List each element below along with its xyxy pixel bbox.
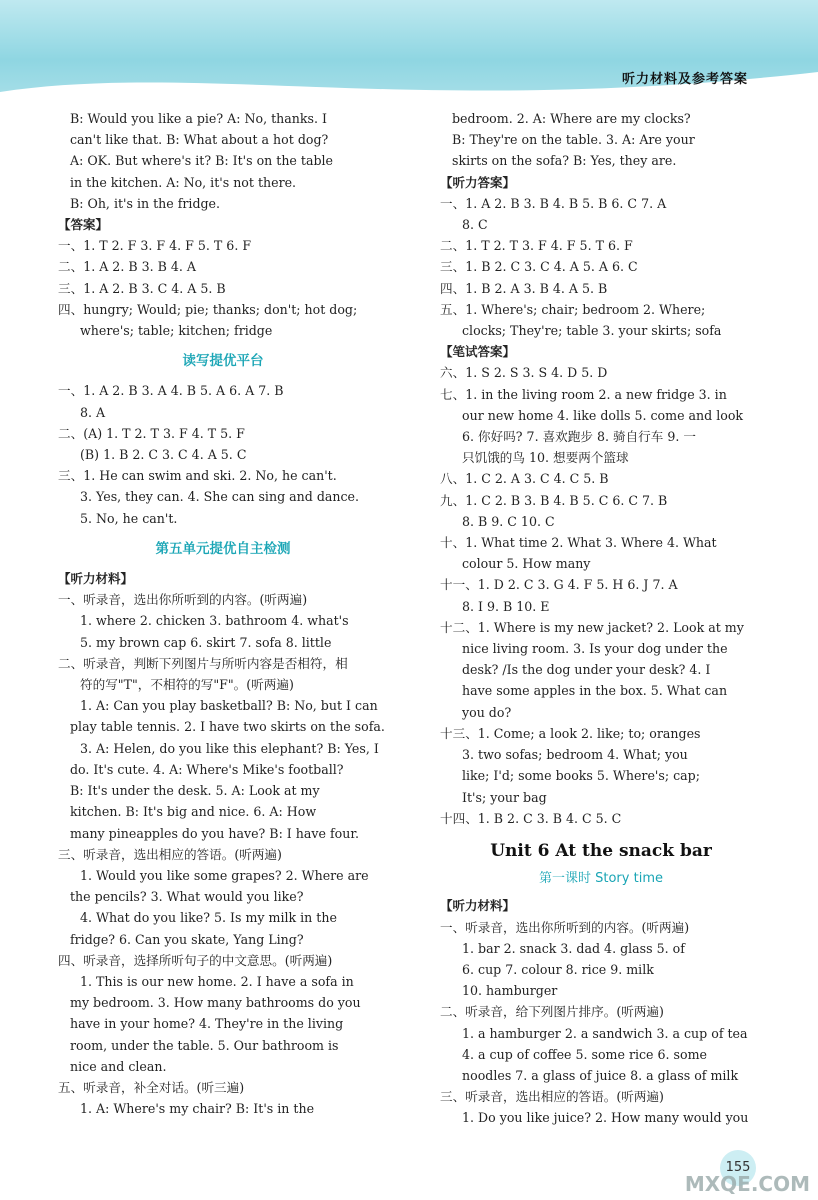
left-text-line: 符的写"T"，不相符的写"F"。(听两遍): [80, 677, 294, 693]
left-text-line: 1. where 2. chicken 3. bathroom 4. what's: [80, 613, 349, 629]
right-text-line: 6. cup 7. colour 8. rice 9. milk: [462, 961, 654, 977]
left-text-line: where's; table; kitchen; fridge: [80, 323, 273, 339]
right-text-line: 8. I 9. B 10. E: [462, 598, 550, 614]
right-text-line: 三、1. B 2. C 3. C 4. A 5. A 6. C: [440, 259, 638, 275]
right-text-line: 三、听录音，选出相应的答语。(听两遍): [440, 1089, 664, 1105]
right-text-line: 10. hamburger: [462, 983, 558, 999]
left-text-line: 四、听录音，选择所听句子的中文意思。(听两遍): [58, 952, 333, 968]
right-text-line: 【笔试答案】: [440, 344, 516, 360]
left-text-line: B: Oh, it's in the fridge.: [70, 195, 221, 211]
left-text-line: 5. my brown cap 6. skirt 7. sofa 8. little: [80, 634, 332, 650]
left-text-line: 二、听录音，判断下列图片与所听内容是否相符，相: [58, 655, 348, 671]
left-text-line: 三、听录音，选出相应的答语。(听两遍): [58, 846, 282, 862]
left-text-line: 3. A: Helen, do you like this elephant? B: Yes, I: [80, 740, 379, 756]
right-text-line: 九、1. C 2. B 3. B 4. B 5. C 6. C 7. B: [440, 492, 668, 508]
right-text-line: have some apples in the box. 5. What can: [462, 683, 728, 699]
page-number: 155: [720, 1150, 756, 1186]
left-text-line: 8. A: [80, 404, 106, 420]
left-text-line: 读写提优平台: [182, 353, 264, 370]
right-text-line: 一、1. A 2. B 3. B 4. B 5. B 6. C 7. A: [440, 195, 667, 211]
right-text-line: 第一课时 Story time: [539, 871, 663, 887]
right-text-line: 8. C: [462, 217, 488, 233]
right-text-line: 3. two sofas; bedroom 4. What; you: [462, 747, 688, 763]
right-text-line: 二、听录音，给下列图片排序。(听两遍): [440, 1004, 664, 1020]
right-text-line: B: They're on the table. 3. A: Are your: [452, 132, 695, 148]
left-column: [58, 108, 388, 1119]
left-text-line: 5. No, he can't.: [80, 510, 178, 526]
left-text-line: 五、听录音，补全对话。(听三遍): [58, 1079, 245, 1095]
left-text-line: can't like that. B: What about a hot dog?: [70, 132, 329, 148]
right-text-line: 十四、1. B 2. C 3. B 4. C 5. C: [440, 810, 622, 826]
right-text-line: clocks; They're; table 3. your skirts; sofa: [462, 323, 722, 339]
left-text-line: 【听力材料】: [58, 571, 134, 587]
right-text-line: skirts on the sofa? B: Yes, they are.: [452, 153, 677, 169]
right-text-line: colour 5. How many: [462, 556, 591, 572]
left-text-line: do. It's cute. 4. A: Where's Mike's football?: [70, 761, 344, 777]
right-text-line: 七、1. in the living room 2. a new fridge 3. in: [440, 386, 727, 402]
right-text-line: 8. B 9. C 10. C: [462, 513, 555, 529]
right-text-line: 【听力答案】: [440, 174, 516, 190]
left-text-line: 一、1. A 2. B 3. A 4. B 5. A 6. A 7. B: [58, 383, 284, 399]
left-text-line: 第五单元提优自主检测: [155, 540, 291, 557]
left-text-line: the pencils? 3. What would you like?: [70, 889, 304, 905]
right-text-line: 一、听录音，选出你所听到的内容。(听两遍): [440, 919, 690, 935]
left-text-line: (B) 1. B 2. C 3. C 4. A 5. C: [80, 447, 247, 463]
left-text-line: 四、hungry; Would; pie; thanks; don't; hot dog;: [58, 301, 358, 317]
right-text-line: 1. bar 2. snack 3. dad 4. glass 5. of: [462, 940, 685, 956]
left-text-line: kitchen. B: It's big and nice. 6. A: How: [70, 804, 317, 820]
right-text-line: our new home 4. like dolls 5. come and look: [462, 407, 744, 423]
left-text-line: 一、1. T 2. F 3. F 4. F 5. T 6. F: [58, 238, 252, 254]
left-text-line: 二、1. A 2. B 3. B 4. A: [58, 259, 196, 275]
right-text-line: like; I'd; some books 5. Where's; cap;: [462, 768, 700, 784]
right-text-line: 1. Do you like juice? 2. How many would you: [462, 1110, 749, 1126]
right-text-line: 十、1. What time 2. What 3. Where 4. What: [440, 535, 717, 551]
right-text-line: 八、1. C 2. A 3. C 4. C 5. B: [440, 471, 609, 487]
left-text-line: in the kitchen. A: No, it's not there.: [70, 174, 297, 190]
left-text-line: 3. Yes, they can. 4. She can sing and dance.: [80, 489, 360, 505]
left-text-line: fridge? 6. Can you skate, Yang Ling?: [70, 931, 304, 947]
right-text-line: 五、1. Where's; chair; bedroom 2. Where;: [440, 301, 706, 317]
watermark-logo: MXQE.COM: [684, 1172, 810, 1196]
left-text-line: my bedroom. 3. How many bathrooms do you: [70, 995, 361, 1011]
right-text-line: It's; your bag: [462, 789, 547, 805]
right-text-line: 十二、1. Where is my new jacket? 2. Look at my: [440, 619, 744, 635]
left-text-line: play table tennis. 2. I have two skirts on the sofa.: [70, 719, 385, 735]
left-text-line: 一、听录音，选出你所听到的内容。(听两遍): [58, 592, 308, 608]
left-text-line: 1. This is our new home. 2. I have a sofa in: [80, 973, 354, 989]
left-text-line: B: It's under the desk. 5. A: Look at my: [70, 783, 320, 799]
right-text-line: Unit 6 At the snack bar: [490, 840, 712, 861]
right-text-line: 1. a hamburger 2. a sandwich 3. a cup of tea: [462, 1025, 748, 1041]
left-text-line: 1. A: Where's my chair? B: It's in the: [80, 1101, 315, 1117]
left-text-line: 【答案】: [58, 217, 109, 233]
right-text-line: desk? /Is the dog under your desk? 4. I: [462, 662, 711, 678]
left-text-line: nice and clean.: [70, 1058, 167, 1074]
right-text-line: 二、1. T 2. T 3. F 4. F 5. T 6. F: [440, 238, 633, 254]
left-text-line: 4. What do you like? 5. Is my milk in the: [80, 910, 337, 926]
right-text-line: noodles 7. a glass of juice 8. a glass of milk: [462, 1067, 739, 1083]
right-text-line: 四、1. B 2. A 3. B 4. A 5. B: [440, 280, 608, 296]
page-header-title: 听力材料及参考答案: [621, 72, 748, 87]
right-text-line: 十三、1. Come; a look 2. like; to; oranges: [440, 725, 701, 741]
left-text-line: 三、1. A 2. B 3. C 4. A 5. B: [58, 280, 226, 296]
left-text-line: B: Would you like a pie? A: No, thanks. I: [70, 111, 327, 126]
left-text-line: have in your home? 4. They're in the living: [70, 1016, 344, 1032]
right-text-line: 【听力材料】: [440, 898, 516, 914]
right-column: [440, 108, 762, 1129]
left-text-line: 1. Would you like some grapes? 2. Where are: [80, 867, 369, 883]
right-text-line: 只饥饿的鸟 10. 想要两个篮球: [462, 450, 629, 466]
left-text-line: 三、1. He can swim and ski. 2. No, he can't.: [58, 468, 337, 484]
left-text-line: A: OK. But where's it? B: It's on the table: [70, 153, 333, 169]
left-text-line: 二、(A) 1. T 2. T 3. F 4. T 5. F: [58, 425, 245, 441]
right-text-line: 十一、1. D 2. C 3. G 4. F 5. H 6. J 7. A: [440, 577, 678, 593]
right-text-line: 6. 你好吗? 7. 喜欢跑步 8. 骑自行车 9. 一: [462, 429, 696, 445]
right-text-line: 4. a cup of coffee 5. some rice 6. some: [462, 1046, 707, 1062]
left-text-line: many pineapples do you have? B: I have four.: [70, 825, 359, 841]
left-text-line: 1. A: Can you play basketball? B: No, but I can: [80, 698, 378, 714]
right-text-line: nice living room. 3. Is your dog under the: [462, 641, 728, 657]
right-text-line: you do?: [462, 704, 512, 720]
right-text-line: bedroom. 2. A: Where are my clocks?: [452, 111, 691, 126]
right-text-line: 六、1. S 2. S 3. S 4. D 5. D: [440, 365, 608, 381]
left-text-line: room, under the table. 5. Our bathroom is: [70, 1037, 339, 1053]
